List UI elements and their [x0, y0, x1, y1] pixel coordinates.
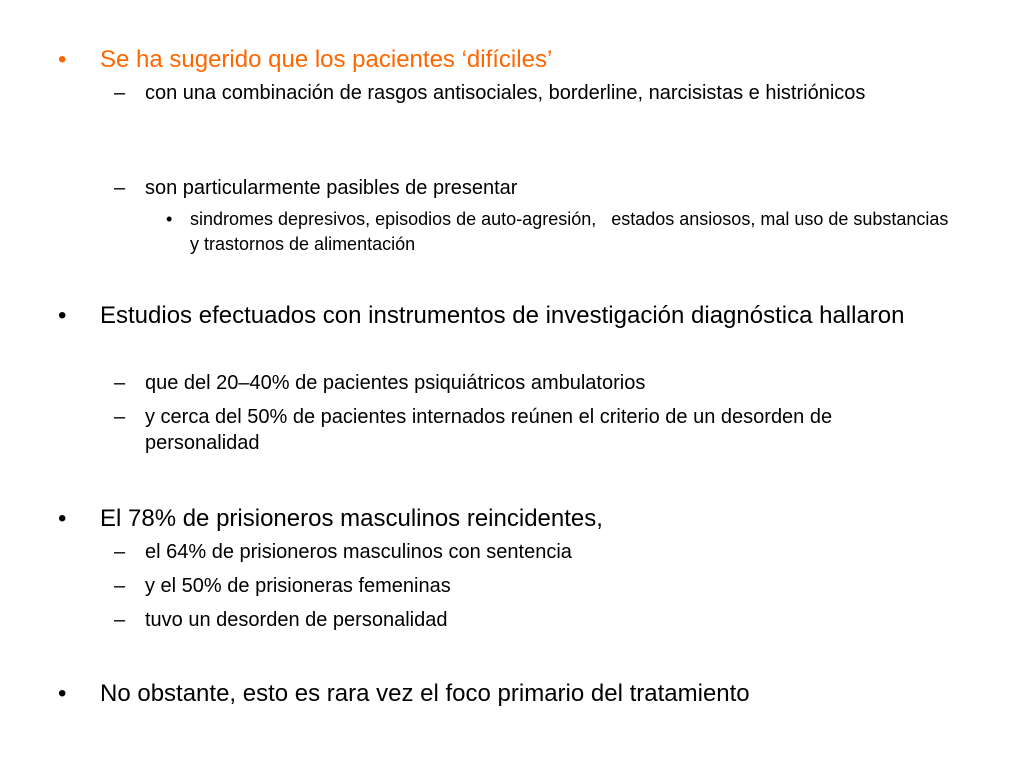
bullet-item	[58, 300, 958, 331]
sub-bullet-item	[114, 539, 934, 565]
bullet-marker: •	[58, 46, 67, 73]
bullet-marker: •	[58, 302, 67, 329]
dash-marker: –	[114, 372, 126, 394]
sub-bullet-text: y el 50% de prisioneras femeninas	[145, 575, 451, 597]
sub-bullet-item	[114, 573, 934, 599]
bullet-item	[58, 503, 958, 534]
bullet-marker: •	[166, 209, 173, 229]
sub-bullet-text: tuvo un desorden de personalidad	[145, 609, 448, 631]
sub-bullet-item	[114, 404, 934, 456]
sub-bullet-text: el 64% de prisioneros masculinos con sentencia	[145, 541, 572, 563]
sub-bullet-item	[114, 175, 934, 201]
bullet-marker: •	[58, 680, 67, 707]
sub-bullet-item	[114, 607, 934, 633]
sub-sub-bullet-text: sindromes depresivos, episodios de auto-agresión, estados ansiosos, mal uso de substancias y trastornos de alimentación	[190, 209, 954, 254]
bullet-text: Se ha sugerido que los pacientes ‘difíciles’	[100, 46, 553, 73]
dash-marker: –	[114, 406, 126, 428]
dash-marker: –	[114, 575, 126, 597]
dash-marker: –	[114, 177, 126, 199]
sub-bullet-item	[114, 80, 934, 106]
sub-sub-bullet-item	[166, 207, 954, 257]
sub-bullet-text: que del 20–40% de pacientes psiquiátricos ambulatorios	[145, 372, 646, 394]
dash-marker: –	[114, 82, 126, 104]
sub-bullet-text: y cerca del 50% de pacientes internados reúnen el criterio de un desorden de personalidad	[145, 406, 833, 454]
sub-bullet-item	[114, 370, 934, 396]
bullet-text: No obstante, esto es rara vez el foco primario del tratamiento	[100, 680, 750, 707]
bullet-item	[58, 44, 958, 75]
sub-bullet-text: son particularmente pasibles de presentar	[145, 177, 518, 199]
dash-marker: –	[114, 609, 126, 631]
sub-bullet-text: con una combinación de rasgos antisociales, borderline, narcisistas e histriónicos	[145, 82, 866, 104]
bullet-marker: •	[58, 505, 67, 532]
bullet-text: Estudios efectuados con instrumentos de investigación diagnóstica hallaron	[100, 302, 905, 329]
bullet-text: El 78% de prisioneros masculinos reincidentes,	[100, 505, 603, 532]
bullet-item	[58, 678, 958, 709]
dash-marker: –	[114, 541, 126, 563]
